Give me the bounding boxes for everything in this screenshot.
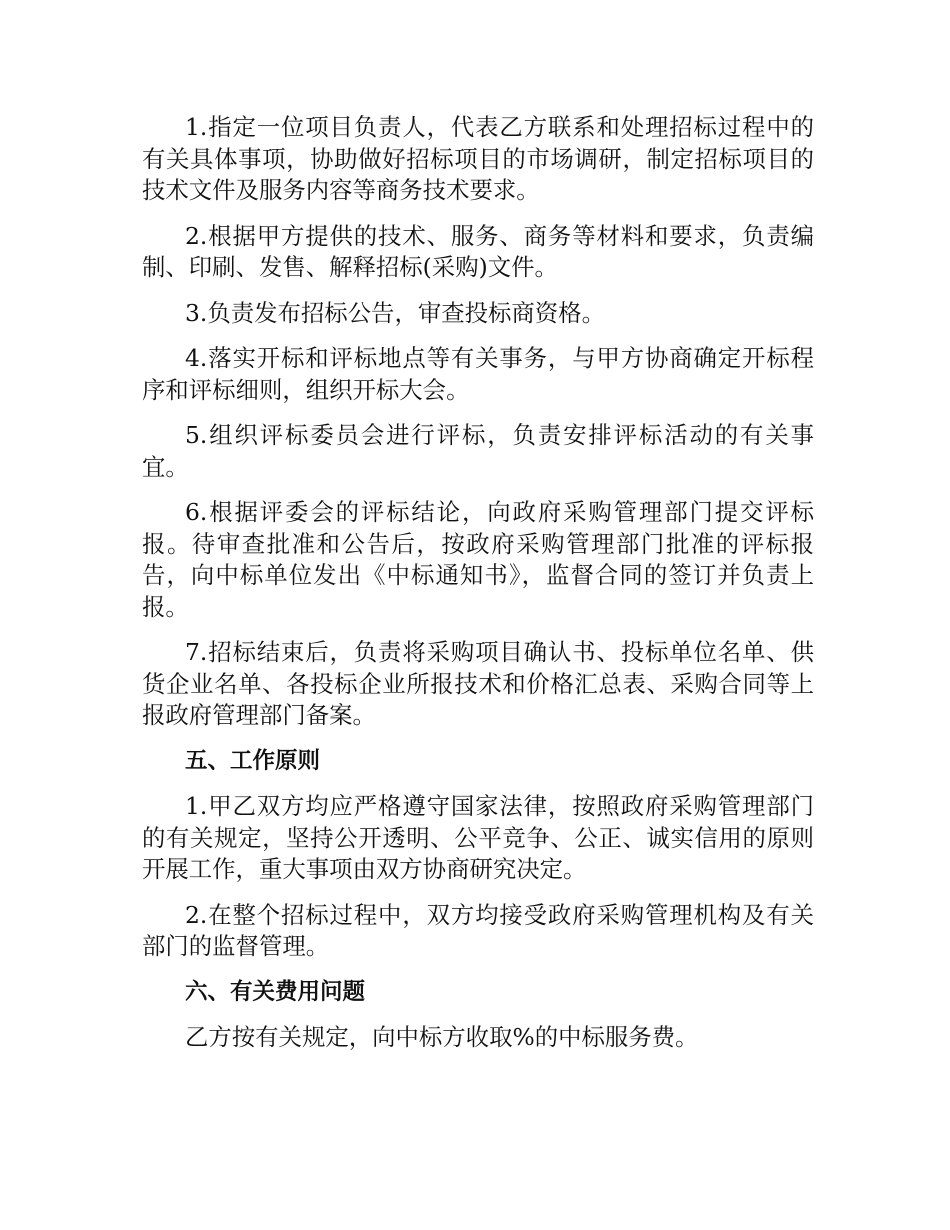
paragraph-item-6: 6.根据评委会的评标结论，向政府采购管理部门提交评标报。待审查批准和公告后，按政府采购管理部门批准的评标报告，向中标单位发出《中标通知书》，监督合同的签订并负责上报。 (142, 498, 814, 621)
fee-paragraph: 乙方按有关规定，向中标方收取%的中标服务费。 (185, 1023, 699, 1051)
paragraph-item-7: 7.招标结束后，负责将采购项目确认书、投标单位名单、供货企业名单、各投标企业所报技术和价格汇总表、采购合同等上报政府管理部门备案。 (142, 638, 814, 729)
paragraph-item-1: 1.指定一位项目负责人，代表乙方联系和处理招标过程中的有关具体事项，协助做好招标项目的市场调研，制定招标项目的技术文件及服务内容等商务技术要求。 (142, 113, 814, 204)
section-heading-work-principles: 五、工作原则 (185, 747, 321, 774)
paragraph-item-5: 5.组织评标委员会进行评标，负责安排评标活动的有关事宜。 (142, 421, 814, 481)
principle-item-1: 1.甲乙双方均应严格遵守国家法律，按照政府采购管理部门的有关规定，坚持公开透明、公平竞争、公正、诚实信用的原则开展工作，重大事项由双方协商研究决定。 (142, 792, 814, 883)
principle-item-2: 2.在整个招标过程中，双方均接受政府采购管理机构及有关部门的监督管理。 (142, 900, 814, 960)
paragraph-item-2: 2.根据甲方提供的技术、服务、商务等材料和要求，负责编制、印刷、发售、解释招标(采购)文件。 (142, 221, 814, 281)
document-page (142, 112, 814, 1068)
paragraph-item-4: 4.落实开标和评标地点等有关事务，与甲方协商确定开标程序和评标细则，组织开标大会。 (142, 344, 814, 404)
section-heading-fees: 六、有关费用问题 (185, 978, 366, 1005)
paragraph-item-3: 3.负责发布招标公告，审查投标商资格。 (185, 298, 605, 327)
